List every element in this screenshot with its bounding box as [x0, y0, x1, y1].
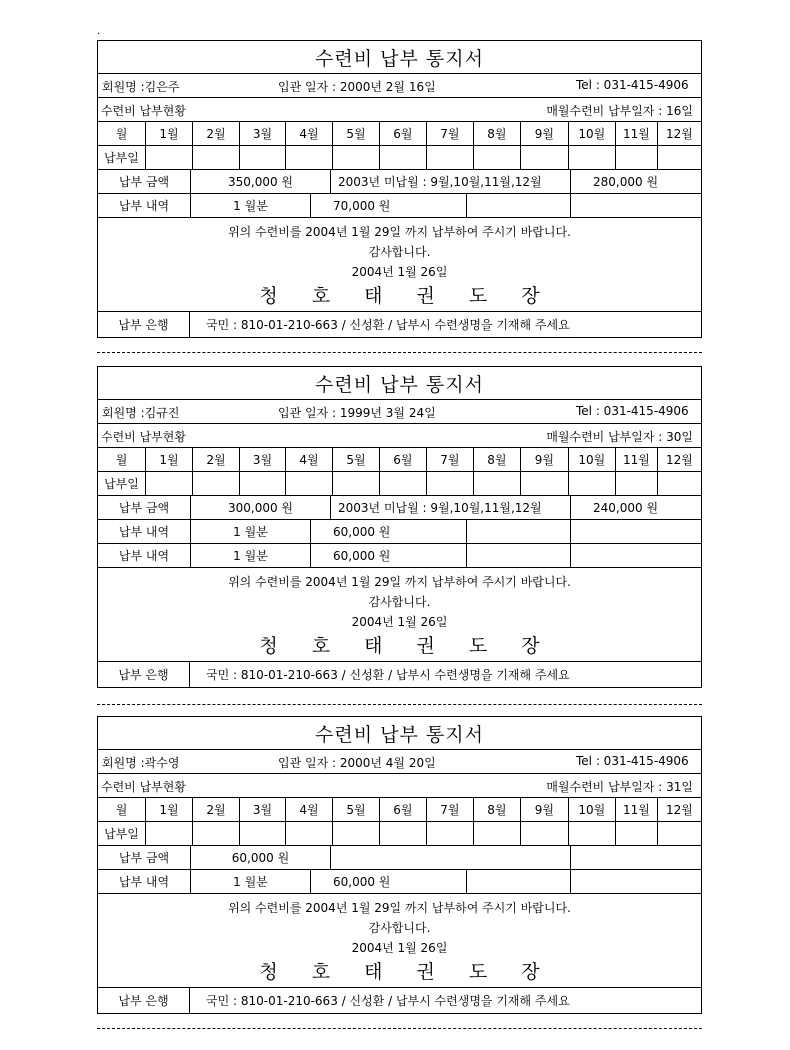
month-cell: 7월 — [427, 798, 474, 821]
paid-date-row — [98, 146, 701, 170]
paid-date-cell — [521, 822, 569, 845]
month-cell: 12월 — [666, 127, 693, 141]
month-cell: 1월 — [146, 798, 193, 821]
detail-blank — [466, 520, 570, 543]
detail-amount: 70,000 원 — [310, 194, 466, 217]
paid-date-cell — [616, 822, 658, 845]
unpaid-months — [330, 846, 570, 869]
paid-label: 납부일 — [98, 146, 146, 169]
month-cell: 1월 — [146, 448, 193, 471]
month-cell: 6월 — [380, 122, 427, 145]
month-cell: 4월 — [286, 798, 333, 821]
amount-value: 300,000 원 — [190, 496, 330, 519]
detail-blank — [570, 520, 701, 543]
bank-label: 납부 은행 — [98, 662, 190, 687]
paid-date-cell — [569, 146, 616, 169]
detail-label: 납부 내역 — [118, 549, 170, 563]
tel-number: Tel : 031-415-4906 — [576, 754, 689, 768]
payment-notice — [97, 716, 702, 1014]
paid-date-cell — [616, 472, 658, 495]
tel-number: Tel : 031-415-4906 — [576, 78, 689, 92]
unpaid-months: 2003년 미납월 : 9월,10월,11월,12월 — [330, 170, 570, 193]
paid-date-cell — [427, 822, 474, 845]
paid-date-cell — [474, 472, 521, 495]
unpaid-months: 2003년 미납월 : 9월,10월,11월,12월 — [330, 496, 570, 519]
month-cell: 6월 — [380, 448, 427, 471]
member-name: 회원명 :곽수영 — [102, 756, 180, 770]
month-cell: 7월 — [427, 122, 474, 145]
month-cell: 8월 — [474, 448, 521, 471]
join-date: 입관 일자 : 2000년 2월 16일 — [278, 80, 436, 94]
join-date: 입관 일자 : 1999년 3월 24일 — [278, 406, 436, 420]
dojang-name: 청 호 태 권 도 장 — [259, 635, 554, 657]
payment-notice — [97, 40, 702, 338]
month-header-row — [98, 798, 701, 822]
amount-label: 납부 금액 — [118, 851, 170, 865]
paid-date-cell — [474, 822, 521, 845]
payment-detail-row — [98, 544, 701, 568]
paid-date-cell — [658, 146, 701, 169]
detail-months: 1 월분 — [190, 870, 310, 893]
month-cell: 8월 — [474, 798, 521, 821]
paid-date-cell — [193, 822, 240, 845]
paid-date-cell — [569, 822, 616, 845]
payment-detail-row — [98, 194, 701, 218]
amount-row — [98, 846, 701, 870]
month-cell: 9월 — [521, 798, 569, 821]
member-info-row — [98, 400, 701, 424]
month-cell: 9월 — [521, 122, 569, 145]
paid-date-cell — [427, 472, 474, 495]
detail-blank — [570, 544, 701, 567]
bank-row — [98, 312, 701, 337]
member-name: 회원명 :김규진 — [102, 406, 180, 420]
detail-months: 1 월분 — [190, 544, 310, 567]
detail-blank — [466, 870, 570, 893]
thanks-text: 감사합니다. — [368, 921, 431, 935]
unpaid-amount: 280,000 원 — [570, 170, 701, 193]
paid-date-cell — [286, 822, 333, 845]
month-cell: 12월 — [666, 453, 693, 467]
page-mark: . — [97, 26, 101, 37]
payment-notice — [97, 366, 702, 688]
month-cell: 11월 — [616, 122, 658, 145]
tel-number: Tel : 031-415-4906 — [576, 404, 689, 418]
detail-label: 납부 내역 — [118, 525, 170, 539]
month-cell: 2월 — [193, 122, 240, 145]
month-cell: 11월 — [616, 448, 658, 471]
paid-date-cell — [333, 822, 380, 845]
paid-date-cell — [193, 472, 240, 495]
paid-date-cell — [333, 146, 380, 169]
payment-message: 위의 수련비를 2004년 1월 29일 까지 납부하여 주시기 바랍니다. — [228, 901, 571, 915]
month-cell: 2월 — [193, 448, 240, 471]
paid-label: 납부일 — [98, 472, 146, 495]
detail-blank — [466, 544, 570, 567]
month-cell: 3월 — [240, 122, 286, 145]
month-cell: 1월 — [146, 122, 193, 145]
amount-row — [98, 170, 701, 194]
paid-date-cell — [658, 472, 701, 495]
month-cell: 4월 — [286, 122, 333, 145]
paid-date-cell — [521, 146, 569, 169]
paid-date-cell — [286, 472, 333, 495]
month-header: 월 — [98, 122, 146, 145]
cut-line — [97, 1028, 702, 1029]
dojang-name: 청 호 태 권 도 장 — [259, 285, 554, 307]
message-block — [98, 894, 701, 988]
month-cell: 5월 — [333, 798, 380, 821]
payment-status-row — [98, 774, 701, 798]
unpaid-amount: 240,000 원 — [570, 496, 701, 519]
amount-value: 60,000 원 — [190, 846, 330, 869]
bank-info: 국민 : 810-01-210-663 / 신성환 / 납부시 수련생명을 기재해 주세요 — [206, 318, 570, 332]
bank-info: 국민 : 810-01-210-663 / 신성환 / 납부시 수련생명을 기재해 주세요 — [206, 668, 570, 682]
month-cell: 2월 — [193, 798, 240, 821]
detail-amount: 60,000 원 — [310, 520, 466, 543]
paid-date-cell — [521, 472, 569, 495]
due-day: 매월수련비 납부일자 : 31일 — [546, 780, 693, 794]
paid-date-cell — [427, 146, 474, 169]
month-cell: 7월 — [427, 448, 474, 471]
month-cell: 4월 — [286, 448, 333, 471]
issue-date: 2004년 1월 26일 — [351, 941, 448, 955]
month-cell: 5월 — [333, 122, 380, 145]
unpaid-amount — [570, 846, 701, 869]
month-cell: 6월 — [380, 798, 427, 821]
bank-row — [98, 662, 701, 687]
payment-status-row — [98, 98, 701, 122]
bank-row — [98, 988, 701, 1013]
issue-date: 2004년 1월 26일 — [351, 615, 448, 629]
month-cell: 10월 — [569, 122, 616, 145]
detail-blank — [466, 194, 570, 217]
bank-label: 납부 은행 — [98, 988, 190, 1013]
month-cell: 3월 — [240, 448, 286, 471]
payment-detail-row — [98, 870, 701, 894]
message-block — [98, 218, 701, 312]
dojang-name: 청 호 태 권 도 장 — [259, 961, 554, 983]
detail-blank — [570, 870, 701, 893]
detail-amount: 60,000 원 — [310, 544, 466, 567]
payment-message: 위의 수련비를 2004년 1월 29일 까지 납부하여 주시기 바랍니다. — [228, 225, 571, 239]
notice-title: 수련비 납부 통지서 — [98, 41, 701, 74]
thanks-text: 감사합니다. — [368, 245, 431, 259]
detail-label: 납부 내역 — [118, 199, 170, 213]
month-cell: 10월 — [569, 798, 616, 821]
due-day: 매월수련비 납부일자 : 30일 — [546, 430, 693, 444]
member-info-row — [98, 74, 701, 98]
bank-label: 납부 은행 — [98, 312, 190, 337]
detail-months: 1 월분 — [190, 520, 310, 543]
paid-date-row — [98, 822, 701, 846]
detail-blank — [570, 194, 701, 217]
month-header-row — [98, 122, 701, 146]
status-label: 수련비 납부현황 — [101, 104, 186, 118]
cut-line — [97, 704, 702, 705]
thanks-text: 감사합니다. — [368, 595, 431, 609]
paid-date-cell — [240, 146, 286, 169]
paid-date-cell — [380, 146, 427, 169]
paid-date-cell — [286, 146, 333, 169]
month-header-row — [98, 448, 701, 472]
paid-date-cell — [333, 472, 380, 495]
detail-months: 1 월분 — [190, 194, 310, 217]
month-header: 월 — [98, 448, 146, 471]
month-cell: 12월 — [666, 803, 693, 817]
month-cell: 10월 — [569, 448, 616, 471]
payment-status-row — [98, 424, 701, 448]
paid-date-cell — [569, 472, 616, 495]
paid-date-cell — [380, 472, 427, 495]
amount-label: 납부 금액 — [118, 175, 170, 189]
month-cell: 9월 — [521, 448, 569, 471]
month-header: 월 — [98, 798, 146, 821]
month-cell: 3월 — [240, 798, 286, 821]
payment-detail-row — [98, 520, 701, 544]
paid-date-cell — [146, 822, 193, 845]
paid-date-cell — [146, 146, 193, 169]
month-cell: 11월 — [616, 798, 658, 821]
member-name: 회원명 :김은주 — [102, 80, 180, 94]
member-info-row — [98, 750, 701, 774]
paid-date-cell — [240, 472, 286, 495]
status-label: 수련비 납부현황 — [101, 780, 186, 794]
cut-line — [97, 352, 702, 353]
join-date: 입관 일자 : 2000년 4월 20일 — [278, 756, 436, 770]
paid-date-cell — [474, 146, 521, 169]
paid-date-cell — [193, 146, 240, 169]
detail-amount: 60,000 원 — [310, 870, 466, 893]
paid-date-cell — [146, 472, 193, 495]
paid-date-cell — [240, 822, 286, 845]
paid-date-cell — [658, 822, 701, 845]
paid-date-row — [98, 472, 701, 496]
issue-date: 2004년 1월 26일 — [351, 265, 448, 279]
bank-info: 국민 : 810-01-210-663 / 신성환 / 납부시 수련생명을 기재해 주세요 — [206, 994, 570, 1008]
message-block — [98, 568, 701, 662]
amount-row — [98, 496, 701, 520]
amount-label: 납부 금액 — [118, 501, 170, 515]
paid-label: 납부일 — [98, 822, 146, 845]
status-label: 수련비 납부현황 — [101, 430, 186, 444]
notice-title: 수련비 납부 통지서 — [98, 717, 701, 750]
detail-label: 납부 내역 — [118, 875, 170, 889]
month-cell: 5월 — [333, 448, 380, 471]
paid-date-cell — [380, 822, 427, 845]
paid-date-cell — [616, 146, 658, 169]
amount-value: 350,000 원 — [190, 170, 330, 193]
due-day: 매월수련비 납부일자 : 16일 — [546, 104, 693, 118]
notice-title: 수련비 납부 통지서 — [98, 367, 701, 400]
month-cell: 8월 — [474, 122, 521, 145]
payment-message: 위의 수련비를 2004년 1월 29일 까지 납부하여 주시기 바랍니다. — [228, 575, 571, 589]
